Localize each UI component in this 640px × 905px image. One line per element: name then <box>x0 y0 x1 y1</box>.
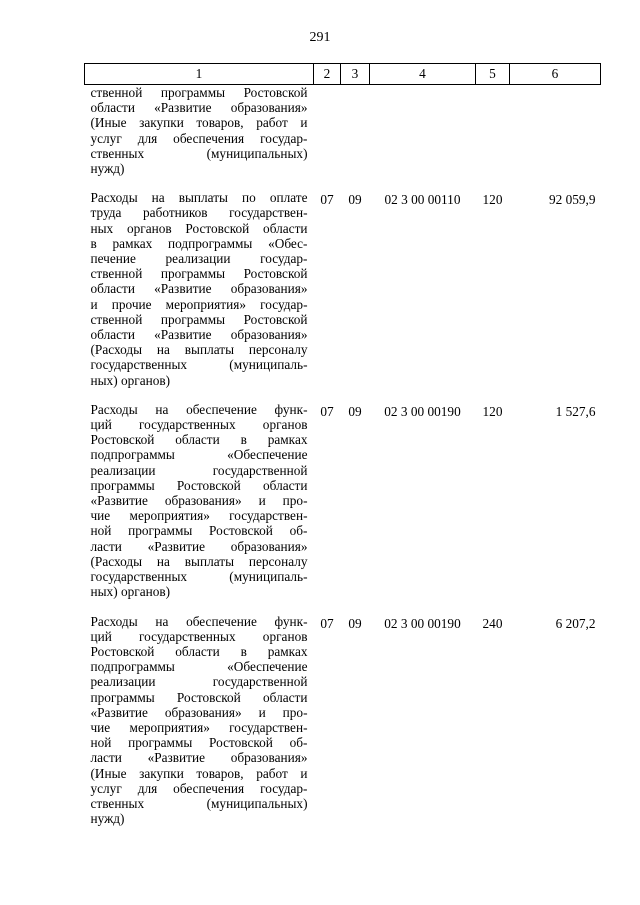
expense-description <box>85 402 314 600</box>
description-line: области «Развитие образования» <box>90 327 308 343</box>
table-row <box>85 190 601 388</box>
header-col-5: 5 <box>476 64 510 85</box>
budget-table <box>84 63 601 826</box>
header-col-3: 3 <box>341 64 370 85</box>
description-line: подпрограммы «Обеспечение <box>90 447 308 463</box>
subsection-code: 09 <box>348 192 362 208</box>
description-line: Расходы на обеспечение функ- <box>90 401 308 417</box>
subsection-code <box>341 85 370 177</box>
expense-type-code: 120 <box>482 192 503 208</box>
description-line: услуг для обеспечения государ- <box>90 780 308 796</box>
description-line: в рамках подпрограммы «Обес- <box>90 235 308 251</box>
description-line: области «Развитие образования» <box>90 281 308 297</box>
description-line: печение реализации государ- <box>90 251 308 267</box>
table-row <box>85 402 601 600</box>
row-spacer <box>85 176 601 190</box>
amount: 92 059,9 <box>548 192 596 208</box>
description-line: ной программы Ростовской об- <box>90 523 308 539</box>
description-line: (Иные закупки товаров, работ и <box>90 115 308 131</box>
target-article-code: 02 3 00 00110 <box>384 192 461 208</box>
subsection-code: 09 <box>348 615 362 631</box>
description-line: ной программы Ростовской об- <box>90 735 308 751</box>
expense-description <box>85 190 314 388</box>
description-line: Ростовской области в рамках <box>90 643 308 659</box>
header-row <box>85 64 601 85</box>
description-line: чие мероприятия» государствен- <box>90 508 308 524</box>
description-line: программы Ростовской области <box>90 477 308 493</box>
section-code <box>314 85 341 177</box>
description-line: государственных (муниципаль- <box>90 569 308 585</box>
description-line: ций государственных органов <box>90 417 308 433</box>
description-line: ных органов Ростовской области <box>90 220 308 236</box>
target-article-code <box>370 85 476 177</box>
expense-type-code: 120 <box>482 403 503 419</box>
description-line: нужд) <box>90 161 125 177</box>
section-code: 07 <box>320 403 334 419</box>
header-col-6: 6 <box>510 64 601 85</box>
description-line: ственной программы Ростовской <box>90 266 308 282</box>
description-line: нужд) <box>90 811 125 827</box>
description-line: и прочие мероприятия» государ- <box>90 296 308 312</box>
description-line: Расходы на выплаты по оплате <box>90 190 308 206</box>
description-line: Расходы на обеспечение функ- <box>90 613 308 629</box>
description-line: услуг для обеспечения государ- <box>90 130 308 146</box>
row-spacer <box>85 388 601 402</box>
amount <box>510 85 601 177</box>
description-line: государственных (муниципаль- <box>90 357 308 373</box>
description-line: чие мероприятия» государствен- <box>90 719 308 735</box>
expense-type-code <box>476 85 510 177</box>
section-code: 07 <box>320 192 334 208</box>
description-line: реализации государственной <box>90 674 308 690</box>
header-col-4: 4 <box>370 64 476 85</box>
table-row <box>85 85 601 177</box>
description-line: (Расходы на выплаты персоналу <box>90 553 308 569</box>
section-code: 07 <box>320 615 334 631</box>
table-row <box>85 614 601 827</box>
description-line: программы Ростовской области <box>90 689 308 705</box>
expense-description <box>85 85 314 177</box>
target-article-code: 02 3 00 00190 <box>384 403 461 419</box>
description-line: (Иные закупки товаров, работ и <box>90 765 308 781</box>
description-line: ственных (муниципальных) <box>90 795 308 811</box>
description-line: ций государственных органов <box>90 628 308 644</box>
description-line: ных) органов) <box>90 584 171 600</box>
amount: 1 527,6 <box>555 403 596 419</box>
amount: 6 207,2 <box>555 615 596 631</box>
description-line: ласти «Развитие образования» <box>90 750 308 766</box>
expense-description <box>85 614 314 827</box>
description-line: ных) органов) <box>90 372 171 388</box>
description-line: ственной программы Ростовской <box>90 311 308 327</box>
description-line: ласти «Развитие образования» <box>90 538 308 554</box>
description-line: Ростовской области в рамках <box>90 432 308 448</box>
description-line: «Развитие образования» и про- <box>90 704 308 720</box>
page-number: 291 <box>309 30 331 45</box>
row-spacer <box>85 600 601 614</box>
description-line: «Развитие образования» и про- <box>90 493 308 509</box>
header-col-2: 2 <box>314 64 341 85</box>
table-body <box>85 85 601 827</box>
description-line: реализации государственной <box>90 462 308 478</box>
description-line: (Расходы на выплаты персоналу <box>90 342 308 358</box>
description-line: области «Развитие образования» <box>90 100 308 116</box>
header-col-1: 1 <box>85 64 314 85</box>
target-article-code: 02 3 00 00190 <box>384 615 461 631</box>
description-line: труда работников государствен- <box>90 205 308 221</box>
subsection-code: 09 <box>348 403 362 419</box>
description-line: ственных (муниципальных) <box>90 145 308 161</box>
description-line: подпрограммы «Обеспечение <box>90 659 308 675</box>
expense-type-code: 240 <box>482 615 503 631</box>
description-line: ственной программы Ростовской <box>90 85 308 100</box>
